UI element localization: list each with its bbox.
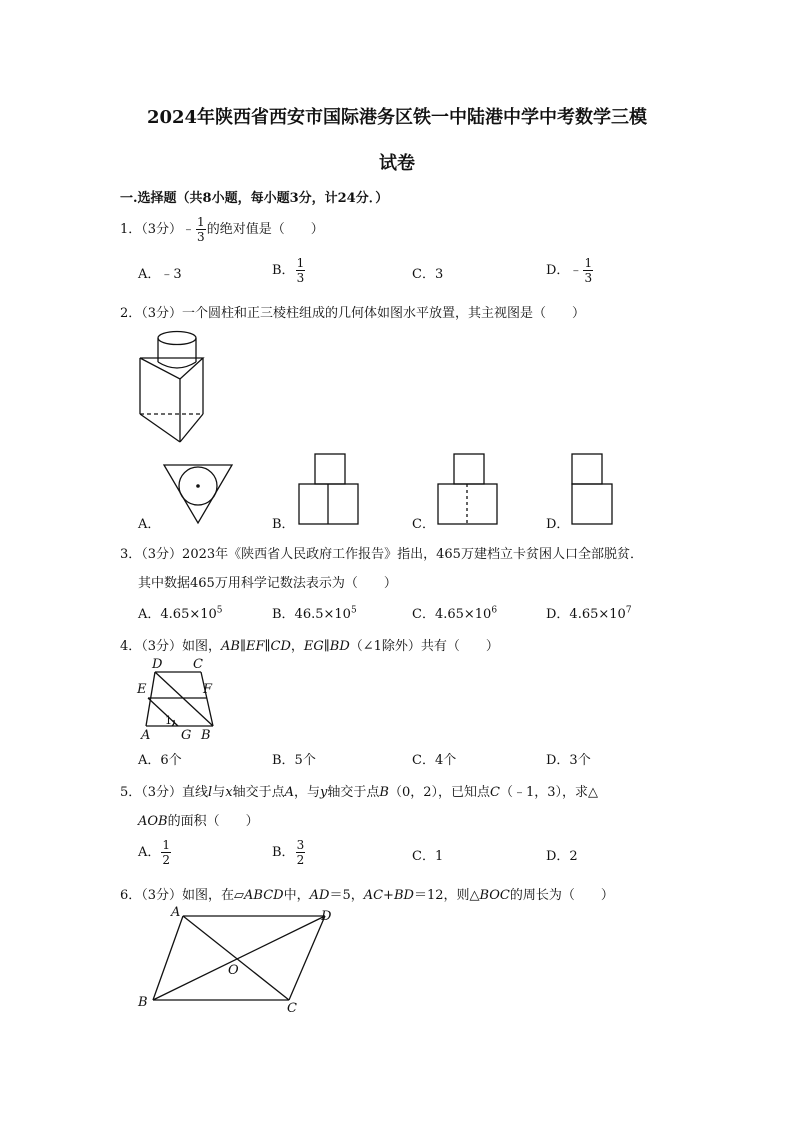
q4-stem-parallel-1: AB∥EF∥CD xyxy=(221,639,291,654)
q6-text-d: ＝12，则△ xyxy=(413,888,480,903)
question-4-stem xyxy=(120,635,499,654)
q2-option-a-figure xyxy=(160,463,236,527)
q1-fraction xyxy=(196,215,206,244)
q2-solid-figure xyxy=(130,326,220,446)
q6-text-c: ＝5， xyxy=(329,888,364,903)
q6-segment-ad: AD xyxy=(309,888,330,903)
q4-label-angle-1: 1 xyxy=(165,714,172,727)
q5-option-b[interactable] xyxy=(272,838,306,867)
q5-var-x: x xyxy=(225,785,233,800)
question-5-stem-line1 xyxy=(120,781,598,800)
q3-option-d[interactable] xyxy=(546,603,632,622)
q1-option-d-label: D．﹣ xyxy=(546,263,583,278)
q1-frac-num: 1 xyxy=(197,215,205,229)
q4-label-f: F xyxy=(203,682,213,697)
q4-label-e: E xyxy=(137,682,147,697)
q1-option-b-fraction xyxy=(296,256,306,285)
q6-label-c: C xyxy=(287,1001,297,1016)
q4-trapezoid-figure xyxy=(135,656,225,744)
q1-option-a[interactable]: A．﹣3 xyxy=(138,267,182,282)
q2-option-d[interactable]: D． xyxy=(546,517,570,532)
question-6-stem xyxy=(120,884,614,903)
q3-option-a[interactable] xyxy=(138,603,223,622)
q3-option-b-exp: 5 xyxy=(350,605,357,616)
q4-stem-parallel-2: EG∥BD xyxy=(303,639,350,654)
q4-option-a[interactable]: A．6个 xyxy=(138,753,182,768)
q2-option-c-figure xyxy=(437,453,499,527)
q4-label-b: B xyxy=(201,728,211,743)
q3-option-c-exp: 6 xyxy=(491,605,498,616)
q2-option-c[interactable]: C． xyxy=(412,517,435,532)
q3-option-b-base: B．46.5×10 xyxy=(272,607,351,622)
q6-parallelogram-name: ABCD xyxy=(244,888,284,903)
question-2-stem: 2．（3分）一个圆柱和正三棱柱组成的几何体如图水平放置，其主视图是（ ） xyxy=(120,306,586,321)
q1-stem-prefix: 1．（3分）﹣ xyxy=(120,222,196,237)
q1-option-b-label: B． xyxy=(272,263,295,278)
q2-option-b[interactable]: B． xyxy=(272,517,295,532)
q2-option-a[interactable]: A． xyxy=(138,517,161,532)
q4-label-d: D xyxy=(152,657,163,672)
q5-option-d[interactable]: D．2 xyxy=(546,849,578,864)
q5-option-a-den: 2 xyxy=(162,853,171,867)
q4-label-a: A xyxy=(141,728,151,743)
q6-label-o: O xyxy=(228,963,239,978)
q6-label-a: A xyxy=(171,905,181,920)
q1-option-d[interactable] xyxy=(546,256,594,285)
q1-option-b-num: 1 xyxy=(296,256,305,270)
q1-option-d-den: 3 xyxy=(584,271,593,285)
paper-title-line1: 2024年陕西省西安市国际港务区铁一中陆港中学中考数学三模 xyxy=(146,107,648,128)
q4-stem-prefix: 4．（3分）如图， xyxy=(120,639,222,654)
paper-title-line2: 试卷 xyxy=(379,153,415,174)
q1-option-d-num: 1 xyxy=(584,256,593,270)
q5-point-a: A xyxy=(284,785,294,800)
q3-option-d-base: D．4.65×10 xyxy=(546,607,626,622)
q1-option-b[interactable] xyxy=(272,256,306,285)
q4-label-g: G xyxy=(181,728,192,743)
q1-stem-suffix: 的绝对值是（ ） xyxy=(206,222,324,237)
q1-option-c[interactable]: C．3 xyxy=(412,267,444,282)
q6-parallelogram-figure xyxy=(135,904,345,1014)
section-heading: 一.选择题（共8小题，每小题3分，计24分．） xyxy=(120,191,389,206)
q3-option-c[interactable] xyxy=(412,603,497,622)
q4-option-d[interactable]: D．3个 xyxy=(546,753,591,768)
q4-stem-suffix: （∠1除外）共有（ ） xyxy=(349,639,499,654)
q6-diagonals-sum: AC+BD xyxy=(363,888,414,903)
q6-label-b: B xyxy=(138,995,148,1010)
q5-option-b-den: 2 xyxy=(296,853,305,867)
q5-option-c[interactable]: C．1 xyxy=(412,849,444,864)
q4-label-c: C xyxy=(193,657,203,672)
q5-var-y: y xyxy=(320,785,328,800)
q5-triangle-name: AOB xyxy=(138,814,168,829)
q2-option-d-figure xyxy=(571,453,615,527)
q4-option-c[interactable]: C．4个 xyxy=(412,753,457,768)
q3-option-c-base: C．4.65×10 xyxy=(412,607,492,622)
q5-option-b-fraction xyxy=(296,838,306,867)
q6-text-e: 的周长为（ ） xyxy=(509,888,614,903)
q6-text-a: 6．（3分）如图，在▱ xyxy=(120,888,245,903)
question-5-stem-line2 xyxy=(138,810,259,829)
q5-text-c: 轴交于点 xyxy=(232,785,285,800)
q5-text-line2: 的面积（ ） xyxy=(167,814,259,829)
q5-option-a-fraction xyxy=(161,838,171,867)
q5-text-b: 与 xyxy=(212,785,226,800)
q3-option-a-base: A．4.65×10 xyxy=(138,607,217,622)
q6-triangle-name: BOC xyxy=(479,888,510,903)
q5-text-g: （﹣1，3），求△ xyxy=(499,785,598,800)
q5-option-b-label: B． xyxy=(272,845,295,860)
q5-text-f: （0，2），已知点 xyxy=(388,785,490,800)
q5-option-a-num: 1 xyxy=(162,838,171,852)
question-3-stem-line2: 其中数据465万用科学记数法表示为（ ） xyxy=(138,576,397,591)
q4-option-b[interactable]: B．5个 xyxy=(272,753,316,768)
q5-var-l: l xyxy=(208,785,213,800)
q1-option-b-den: 3 xyxy=(296,271,305,285)
question-3-stem-line1: 3．（3分）2023年《陕西省人民政府工作报告》指出，465万建档立卡贫困人口全部脱贫． xyxy=(120,547,643,562)
q5-option-a-label: A． xyxy=(138,845,161,860)
q4-stem-mid: ， xyxy=(290,639,304,654)
q5-option-a[interactable] xyxy=(138,838,172,867)
q1-option-d-fraction xyxy=(583,256,593,285)
q6-label-d: D xyxy=(321,909,332,924)
q5-option-b-num: 3 xyxy=(296,838,305,852)
q1-frac-den: 3 xyxy=(197,230,205,244)
q5-point-b: B xyxy=(379,785,389,800)
q5-point-c: C xyxy=(489,785,500,800)
q2-option-b-figure xyxy=(298,453,360,527)
q5-text-a: 5．（3分）直线 xyxy=(120,785,209,800)
q5-text-d: ，与 xyxy=(293,785,320,800)
question-1-stem xyxy=(120,215,324,244)
q5-text-e: 轴交于点 xyxy=(327,785,380,800)
q3-option-d-exp: 7 xyxy=(625,605,632,616)
q3-option-b[interactable] xyxy=(272,603,357,622)
q6-text-b: 中， xyxy=(283,888,310,903)
q3-option-a-exp: 5 xyxy=(216,605,223,616)
